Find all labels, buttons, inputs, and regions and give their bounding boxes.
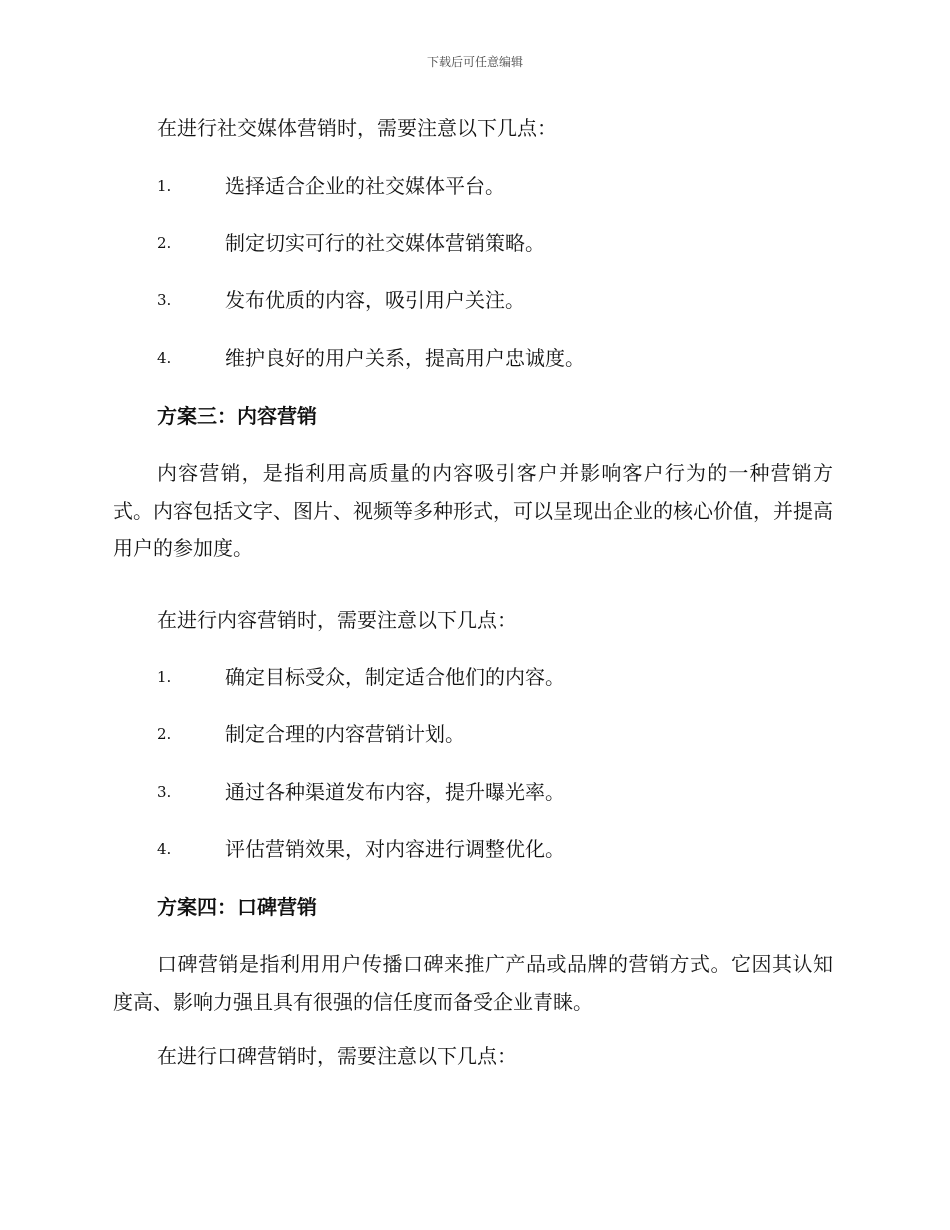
section-heading-content: 方案三：内容营销 bbox=[157, 404, 317, 428]
list-number: 2. bbox=[157, 234, 172, 252]
list-text: 评估营销效果，对内容进行调整优化。 bbox=[225, 837, 565, 861]
list-text: 选择适合企业的社交媒体平台。 bbox=[225, 174, 505, 198]
list-text: 发布优质的内容，吸引用户关注。 bbox=[225, 288, 525, 312]
list-text: 制定切实可行的社交媒体营销策略。 bbox=[225, 231, 545, 255]
list-number: 3. bbox=[157, 783, 172, 801]
list-number: 4. bbox=[157, 840, 172, 858]
list-number: 3. bbox=[157, 291, 172, 309]
list-number: 4. bbox=[157, 349, 172, 367]
list-text: 确定目标受众，制定适合他们的内容。 bbox=[225, 665, 565, 689]
page-header: 下载后可任意编辑 bbox=[426, 55, 523, 69]
list-number: 2. bbox=[157, 725, 172, 743]
list-text: 制定合理的内容营销计划。 bbox=[225, 722, 465, 746]
list-text: 维护良好的用户关系，提高用户忠诚度。 bbox=[225, 346, 585, 370]
section-heading-wom: 方案四：口碑营销 bbox=[157, 895, 317, 919]
wom-intro: 在进行口碑营销时，需要注意以下几点： bbox=[157, 1044, 517, 1068]
list-number: 1. bbox=[157, 177, 172, 195]
content-paragraph: 内容营销，是指利用高质量的内容吸引客户并影响客户行为的一种营销方式。内容包括文字、图片、视频等多种形式，可以呈现出企业的核心价值，并提高用户的参加度。 bbox=[113, 461, 833, 560]
content-intro: 在进行内容营销时，需要注意以下几点： bbox=[157, 608, 517, 632]
list-number: 1. bbox=[157, 668, 172, 686]
list-text: 通过各种渠道发布内容，提升曝光率。 bbox=[225, 780, 565, 804]
social-intro: 在进行社交媒体营销时，需要注意以下几点： bbox=[157, 116, 557, 140]
wom-paragraph: 口碑营销是指利用用户传播口碑来推广产品或品牌的营销方式。它因其认知度高、影响力强且具有很强的信任度而备受企业青睐。 bbox=[113, 952, 833, 1014]
